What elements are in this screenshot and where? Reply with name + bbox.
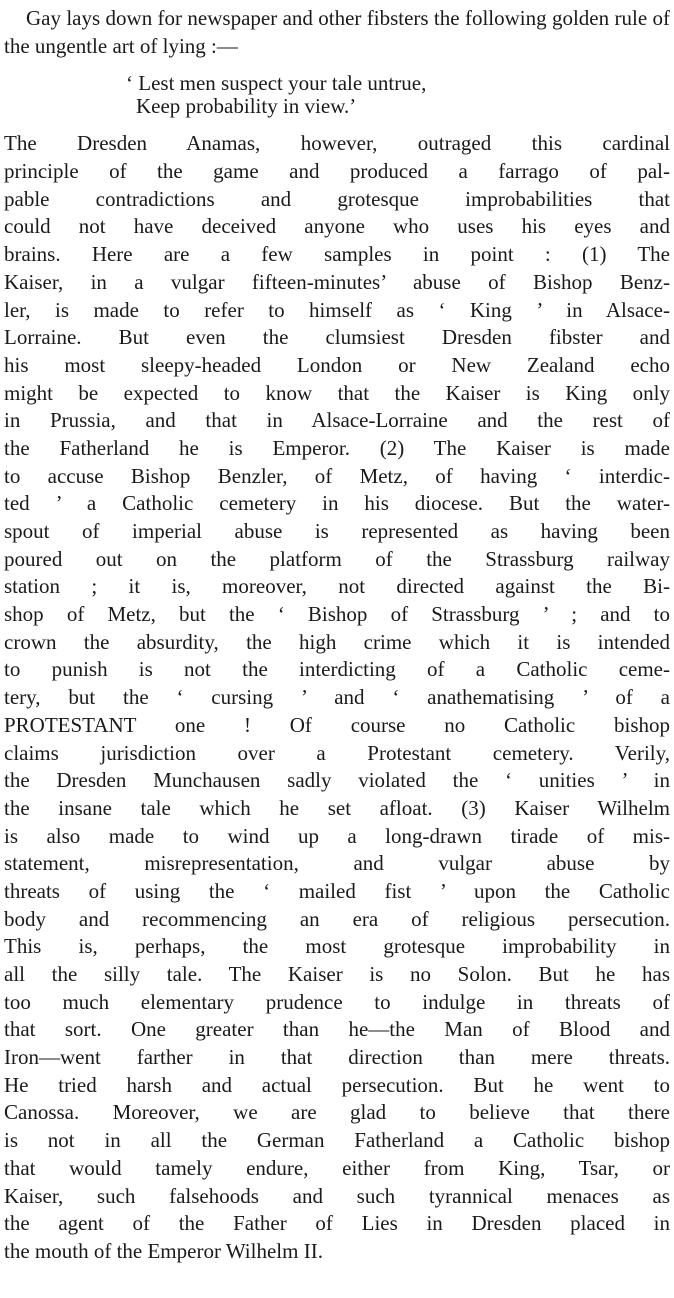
text-line: Kaiser, in a vulgar fifteen-minutes’ abuse of Bishop Benz- <box>4 269 670 294</box>
text-line: to accuse Bishop Benzler, of Metz, of having ‘ interdic- <box>4 463 670 488</box>
text-line: ler, is made to refer to himself as ‘ King ’ in Alsace- <box>4 297 670 322</box>
text-line: too much elementary prudence to indulge in threats of <box>4 989 670 1014</box>
text-line: to punish is not the interdicting of a Catholic ceme- <box>4 657 670 682</box>
verse-line: ‘ Lest men suspect your tale untrue, <box>126 71 427 96</box>
text-line: in Prussia, and that in Alsace-Lorraine and the rest of <box>4 408 670 433</box>
text-line: might be expected to know that the Kaiser is King only <box>4 380 670 405</box>
text-line: pable contradictions and grotesque improbabilities that <box>4 186 670 211</box>
text-line: This is, perhaps, the most grotesque improbability in <box>4 934 670 959</box>
article-page <box>4 4 670 1266</box>
text-line: brains. Here are a few samples in point : (1) The <box>4 242 670 267</box>
text-line: poured out on the platform of the Strassburg railway <box>4 546 670 571</box>
verse-quotation <box>126 72 670 118</box>
text-line: the insane tale which he set afloat. (3) Kaiser Wilhelm <box>4 795 670 820</box>
verse-line: Keep probability in view.’ <box>136 94 357 119</box>
text-line: threats of using the ‘ mailed fist ’ upon the Catholic <box>4 878 670 903</box>
text-line: Canossa. Moreover, we are glad to believe that there <box>4 1100 670 1125</box>
text-line: Kaiser, such falsehoods and such tyrannical menaces as <box>4 1183 670 1208</box>
text-line: could not have deceived anyone who uses his eyes and <box>4 214 670 239</box>
text-line: that sort. One greater than he—the Man of Blood and <box>4 1017 670 1042</box>
text-line: PROTESTANT one ! Of course no Catholic bishop <box>4 712 670 737</box>
text-line: the mouth of the Emperor Wilhelm II. <box>4 1238 323 1263</box>
text-line: He tried harsh and actual persecution. But he went to <box>4 1072 670 1097</box>
body-paragraph <box>4 130 670 1265</box>
text-line: the Dresden Munchausen sadly violated the ‘ unities ’ in <box>4 768 670 793</box>
text-line: Iron—went farther in that direction than mere threats. <box>4 1045 670 1070</box>
text-line: Lorraine. But even the clumsiest Dresden fibster and <box>4 325 670 350</box>
lead-paragraph: Gay lays down for newspaper and other fibsters the following golden rule of the ungentle art of lying :— <box>4 6 670 59</box>
text-line: his most sleepy-headed London or New Zealand echo <box>4 352 670 377</box>
text-line: shop of Metz, but the ‘ Bishop of Strassburg ’ ; and to <box>4 602 670 627</box>
text-line: statement, misrepresentation, and vulgar abuse by <box>4 851 670 876</box>
text-line: claims jurisdiction over a Protestant cemetery. Verily, <box>4 740 670 765</box>
text-line: is not in all the German Fatherland a Catholic bishop <box>4 1128 670 1153</box>
text-line: spout of imperial abuse is represented as having been <box>4 519 670 544</box>
text-line: body and recommencing an era of religious persecution. <box>4 906 670 931</box>
text-line: is also made to wind up a long-drawn tirade of mis- <box>4 823 670 848</box>
text-line: all the silly tale. The Kaiser is no Solon. But he has <box>4 962 670 987</box>
text-line: the agent of the Father of Lies in Dresden placed in <box>4 1211 670 1236</box>
text-line: station ; it is, moreover, not directed against the Bi- <box>4 574 670 599</box>
text-line: The Dresden Anamas, however, outraged this cardinal <box>4 131 670 156</box>
text-line: tery, but the ‘ cursing ’ and ‘ anathematising ’ of a <box>4 685 670 710</box>
text-line: ted ’ a Catholic cemetery in his diocese. But the water- <box>4 491 670 516</box>
text-line: the Fatherland he is Emperor. (2) The Kaiser is made <box>4 435 670 460</box>
text-line: principle of the game and produced a farrago of pal- <box>4 159 670 184</box>
text-line: that would tamely endure, either from King, Tsar, or <box>4 1155 670 1180</box>
text-line: crown the absurdity, the high crime which it is intended <box>4 629 670 654</box>
